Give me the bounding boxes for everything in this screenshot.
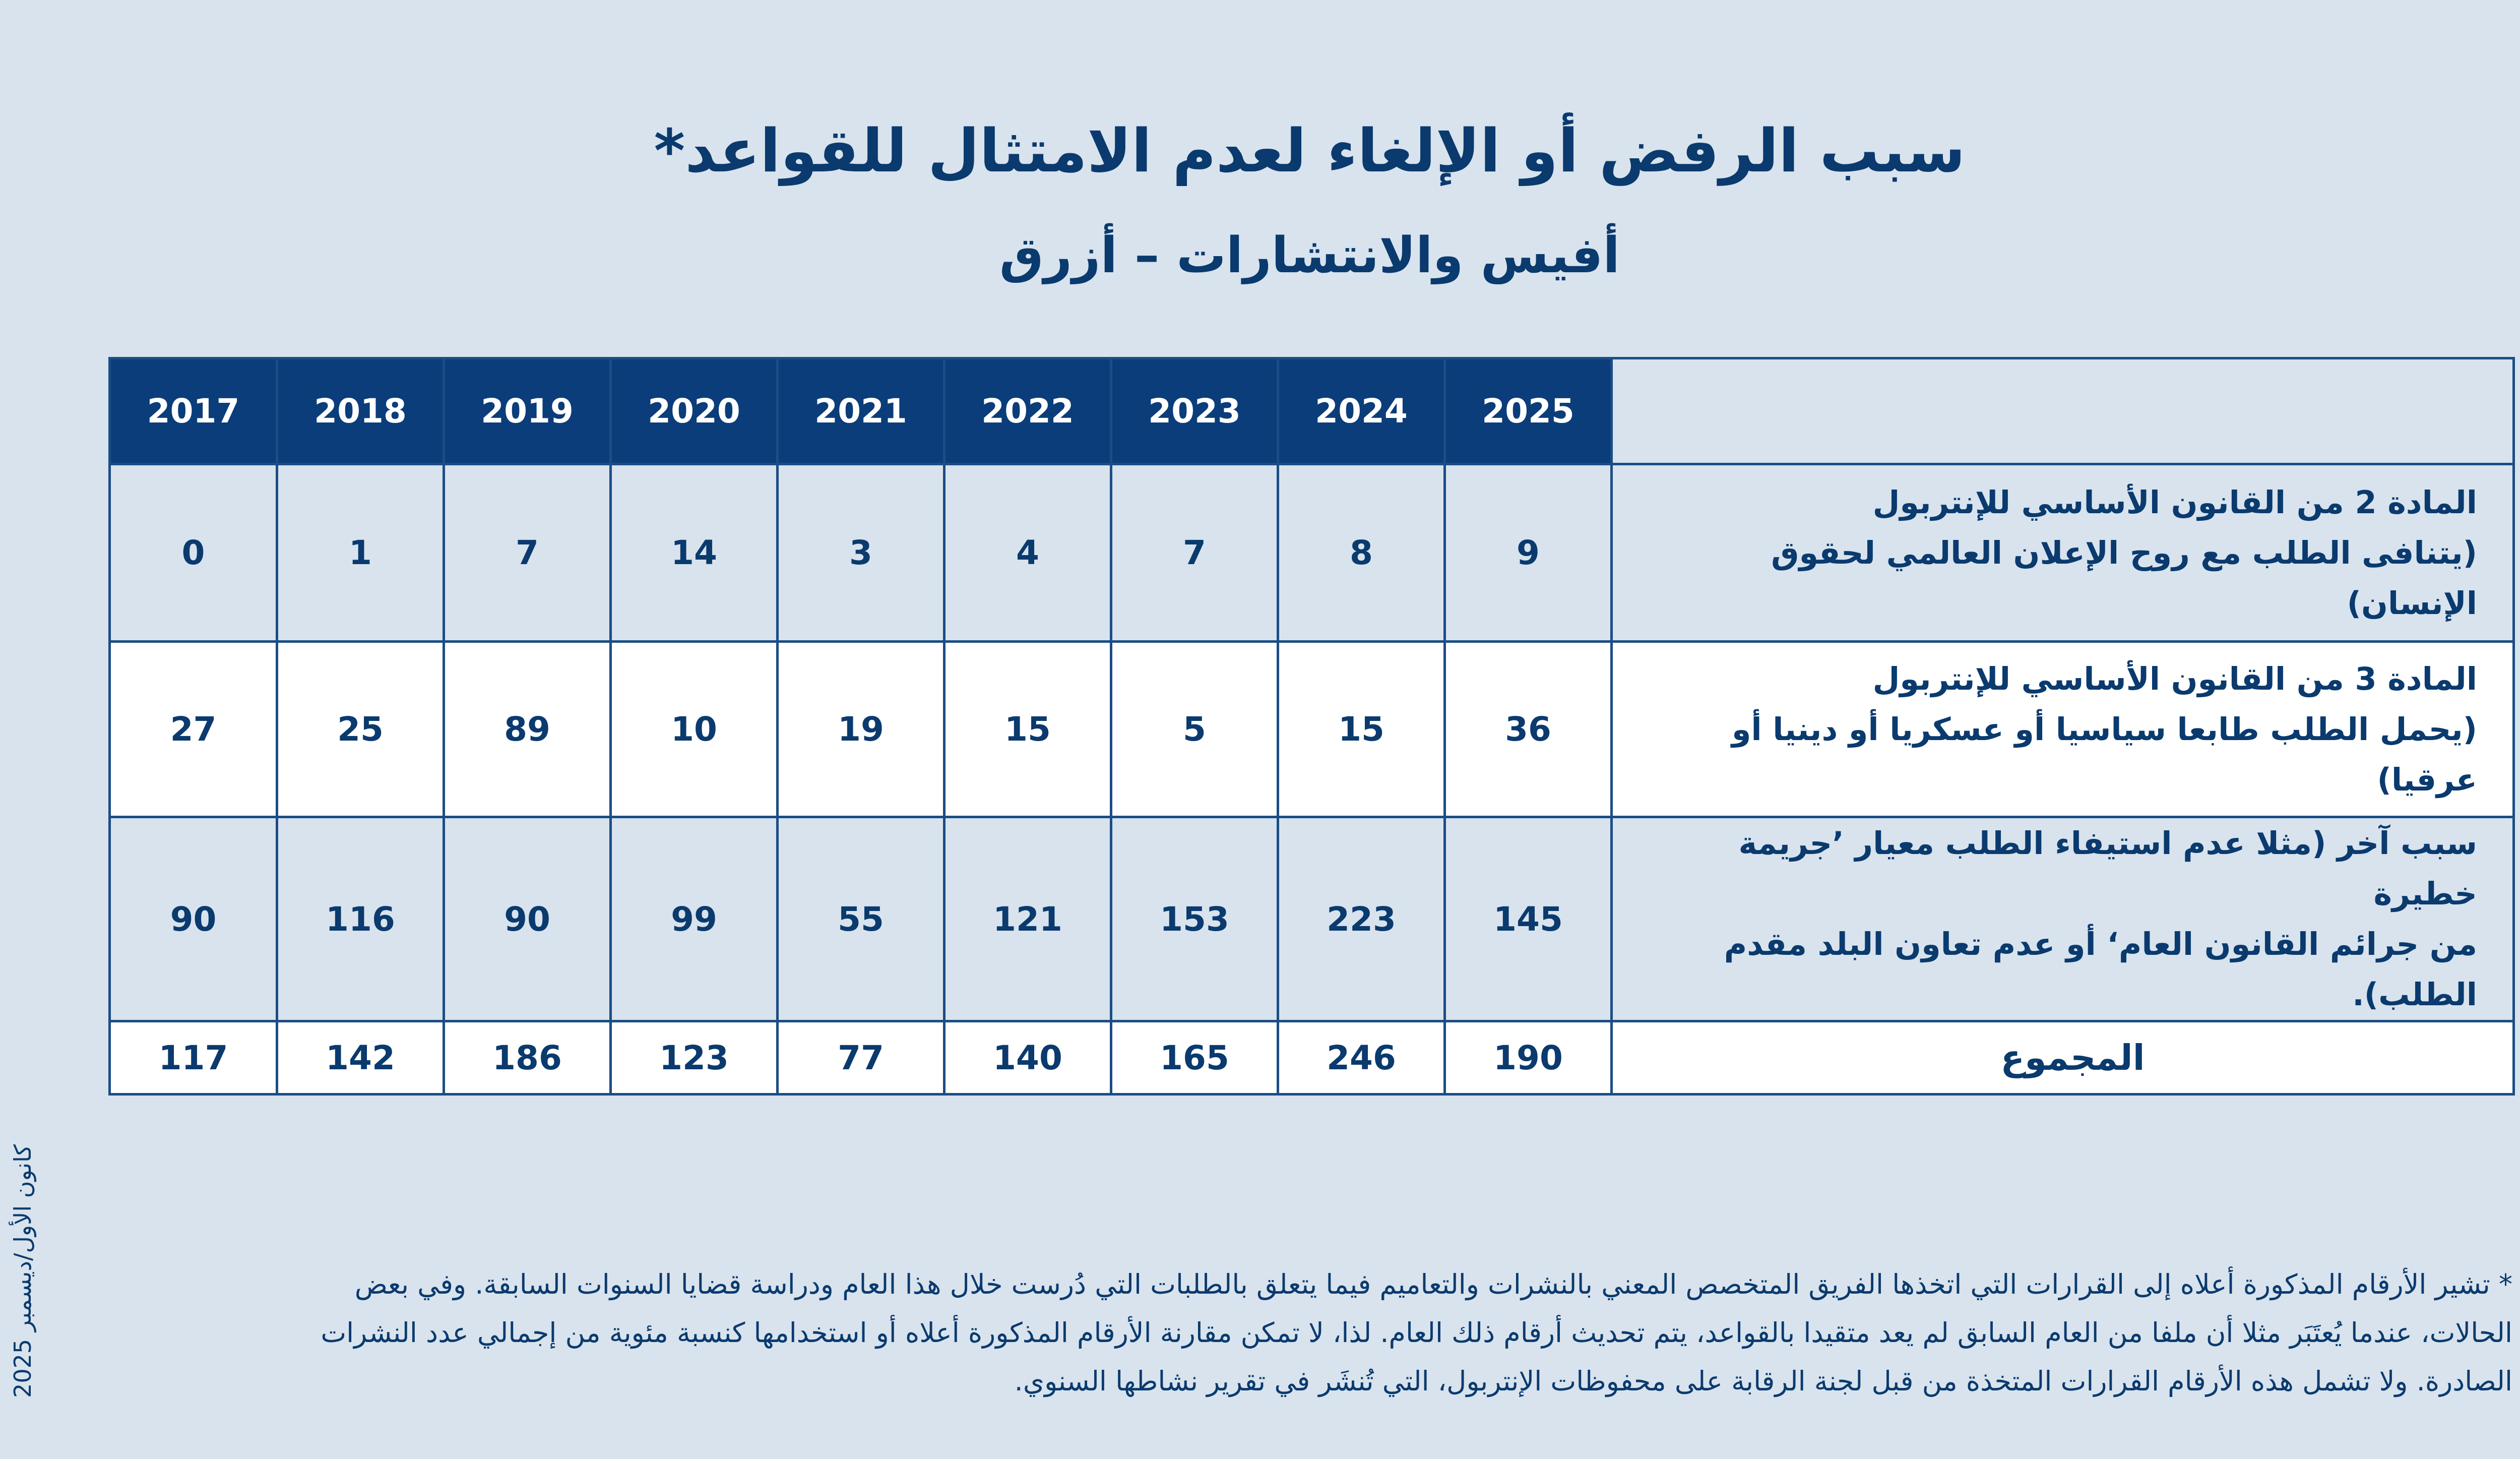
- year-header: 2019: [444, 358, 611, 464]
- table-cell: 14: [611, 464, 778, 642]
- row-label: [1612, 464, 2514, 642]
- table-cell: 15: [944, 642, 1111, 817]
- total-cell: 246: [1278, 1021, 1445, 1095]
- table-cell: 27: [110, 642, 277, 817]
- table-total-row: [110, 1021, 2514, 1095]
- table-cell: 145: [1445, 817, 1612, 1021]
- table-cell: 8: [1278, 464, 1445, 642]
- row-label-line: (يحمل الطلب طابعا سياسيا أو عسكريا أو دينيا أو عرقيا): [1731, 710, 2477, 798]
- year-header: 2021: [778, 358, 944, 464]
- table-row: [110, 464, 2514, 642]
- total-label: المجموع: [1612, 1021, 2514, 1095]
- total-cell: 77: [778, 1021, 944, 1095]
- table-cell: 153: [1111, 817, 1278, 1021]
- side-date-label: كانون الأول/ديسمبر 2025: [9, 1144, 36, 1398]
- table-cell: 0: [110, 464, 277, 642]
- row-label-line: (يتنافى الطلب مع روح الإعلان العالمي لحقوق الإنسان): [1771, 534, 2477, 622]
- table-cell: 7: [1111, 464, 1278, 642]
- table-cell: 3: [778, 464, 944, 642]
- table-cell: 9: [1445, 464, 1612, 642]
- table-cell: 121: [944, 817, 1111, 1021]
- year-header: 2020: [611, 358, 778, 464]
- table-cell: 10: [611, 642, 778, 817]
- header-blank-cell: [1612, 358, 2514, 464]
- total-cell: 123: [611, 1021, 778, 1095]
- footnote-line: * تشير الأرقام المذكورة أعلاه إلى القرارات التي اتخذها الفريق المتخصص المعني بالنشرات والتعاميم فيما يتعلق بالطلبات التي دُرست خلال هذا العام ودراسة قضايا السنوات السابقة. وفي بعض: [354, 1268, 2512, 1300]
- row-label-line: من جرائم القانون العام‘ أو عدم تعاون البلد مقدم الطلب).: [1724, 926, 2477, 1013]
- footnote-line: الصادرة. ولا تشمل هذه الأرقام القرارات المتخذة من قبل لجنة الرقابة على محفوظات الإنتربول، التي تُنشَر في تقرير نشاطها السنوي.: [1014, 1365, 2512, 1397]
- footnote-line: الحالات، عندما يُعتَبَر مثلا أن ملفا من العام السابق لم يعد متقيدا بالقواعد، يتم تحديث أرقام ذلك العام. لذا، لا تمكن مقارنة الأرقام المذكورة أعلاه أو استخدامها كنسبة مئوية من إجمالي عدد النشرات: [321, 1317, 2512, 1349]
- table-header-row: [110, 358, 2514, 464]
- table-cell: 90: [444, 817, 611, 1021]
- table-cell: 90: [110, 817, 277, 1021]
- year-header: 2024: [1278, 358, 1445, 464]
- footnote: [108, 1260, 2512, 1406]
- table-row: [110, 642, 2514, 817]
- table-cell: 55: [778, 817, 944, 1021]
- table-cell: 5: [1111, 642, 1278, 817]
- total-cell: 190: [1445, 1021, 1612, 1095]
- total-cell: 186: [444, 1021, 611, 1095]
- year-header: 2017: [110, 358, 277, 464]
- year-header: 2022: [944, 358, 1111, 464]
- statistics-table: [108, 357, 2515, 1096]
- row-label-line: المادة 3 من القانون الأساسي للإنتربول: [1872, 660, 2477, 697]
- table-cell: 223: [1278, 817, 1445, 1021]
- year-header: 2025: [1445, 358, 1612, 464]
- table-cell: 116: [277, 817, 444, 1021]
- table-cell: 1: [277, 464, 444, 642]
- year-header: 2018: [277, 358, 444, 464]
- table-cell: 4: [944, 464, 1111, 642]
- table-cell: 89: [444, 642, 611, 817]
- table-cell: 7: [444, 464, 611, 642]
- year-header: 2023: [1111, 358, 1278, 464]
- row-label: [1612, 817, 2514, 1021]
- total-cell: 140: [944, 1021, 1111, 1095]
- total-cell: 117: [110, 1021, 277, 1095]
- page-subtitle: أفيس والانتشارات – أزرق: [999, 227, 1620, 284]
- total-cell: 165: [1111, 1021, 1278, 1095]
- row-label-line: سبب آخر (مثلا عدم استيفاء الطلب معيار ’جريمة خطيرة: [1738, 825, 2477, 912]
- table-cell: 25: [277, 642, 444, 817]
- table-cell: 99: [611, 817, 778, 1021]
- total-cell: 142: [277, 1021, 444, 1095]
- table-cell: 36: [1445, 642, 1612, 817]
- page-title: سبب الرفض أو الإلغاء لعدم الامتثال للقواعد*: [654, 116, 1966, 186]
- table-cell: 19: [778, 642, 944, 817]
- row-label: [1612, 642, 2514, 817]
- row-label-line: المادة 2 من القانون الأساسي للإنتربول: [1872, 483, 2477, 521]
- table-cell: 15: [1278, 642, 1445, 817]
- table-row: [110, 817, 2514, 1021]
